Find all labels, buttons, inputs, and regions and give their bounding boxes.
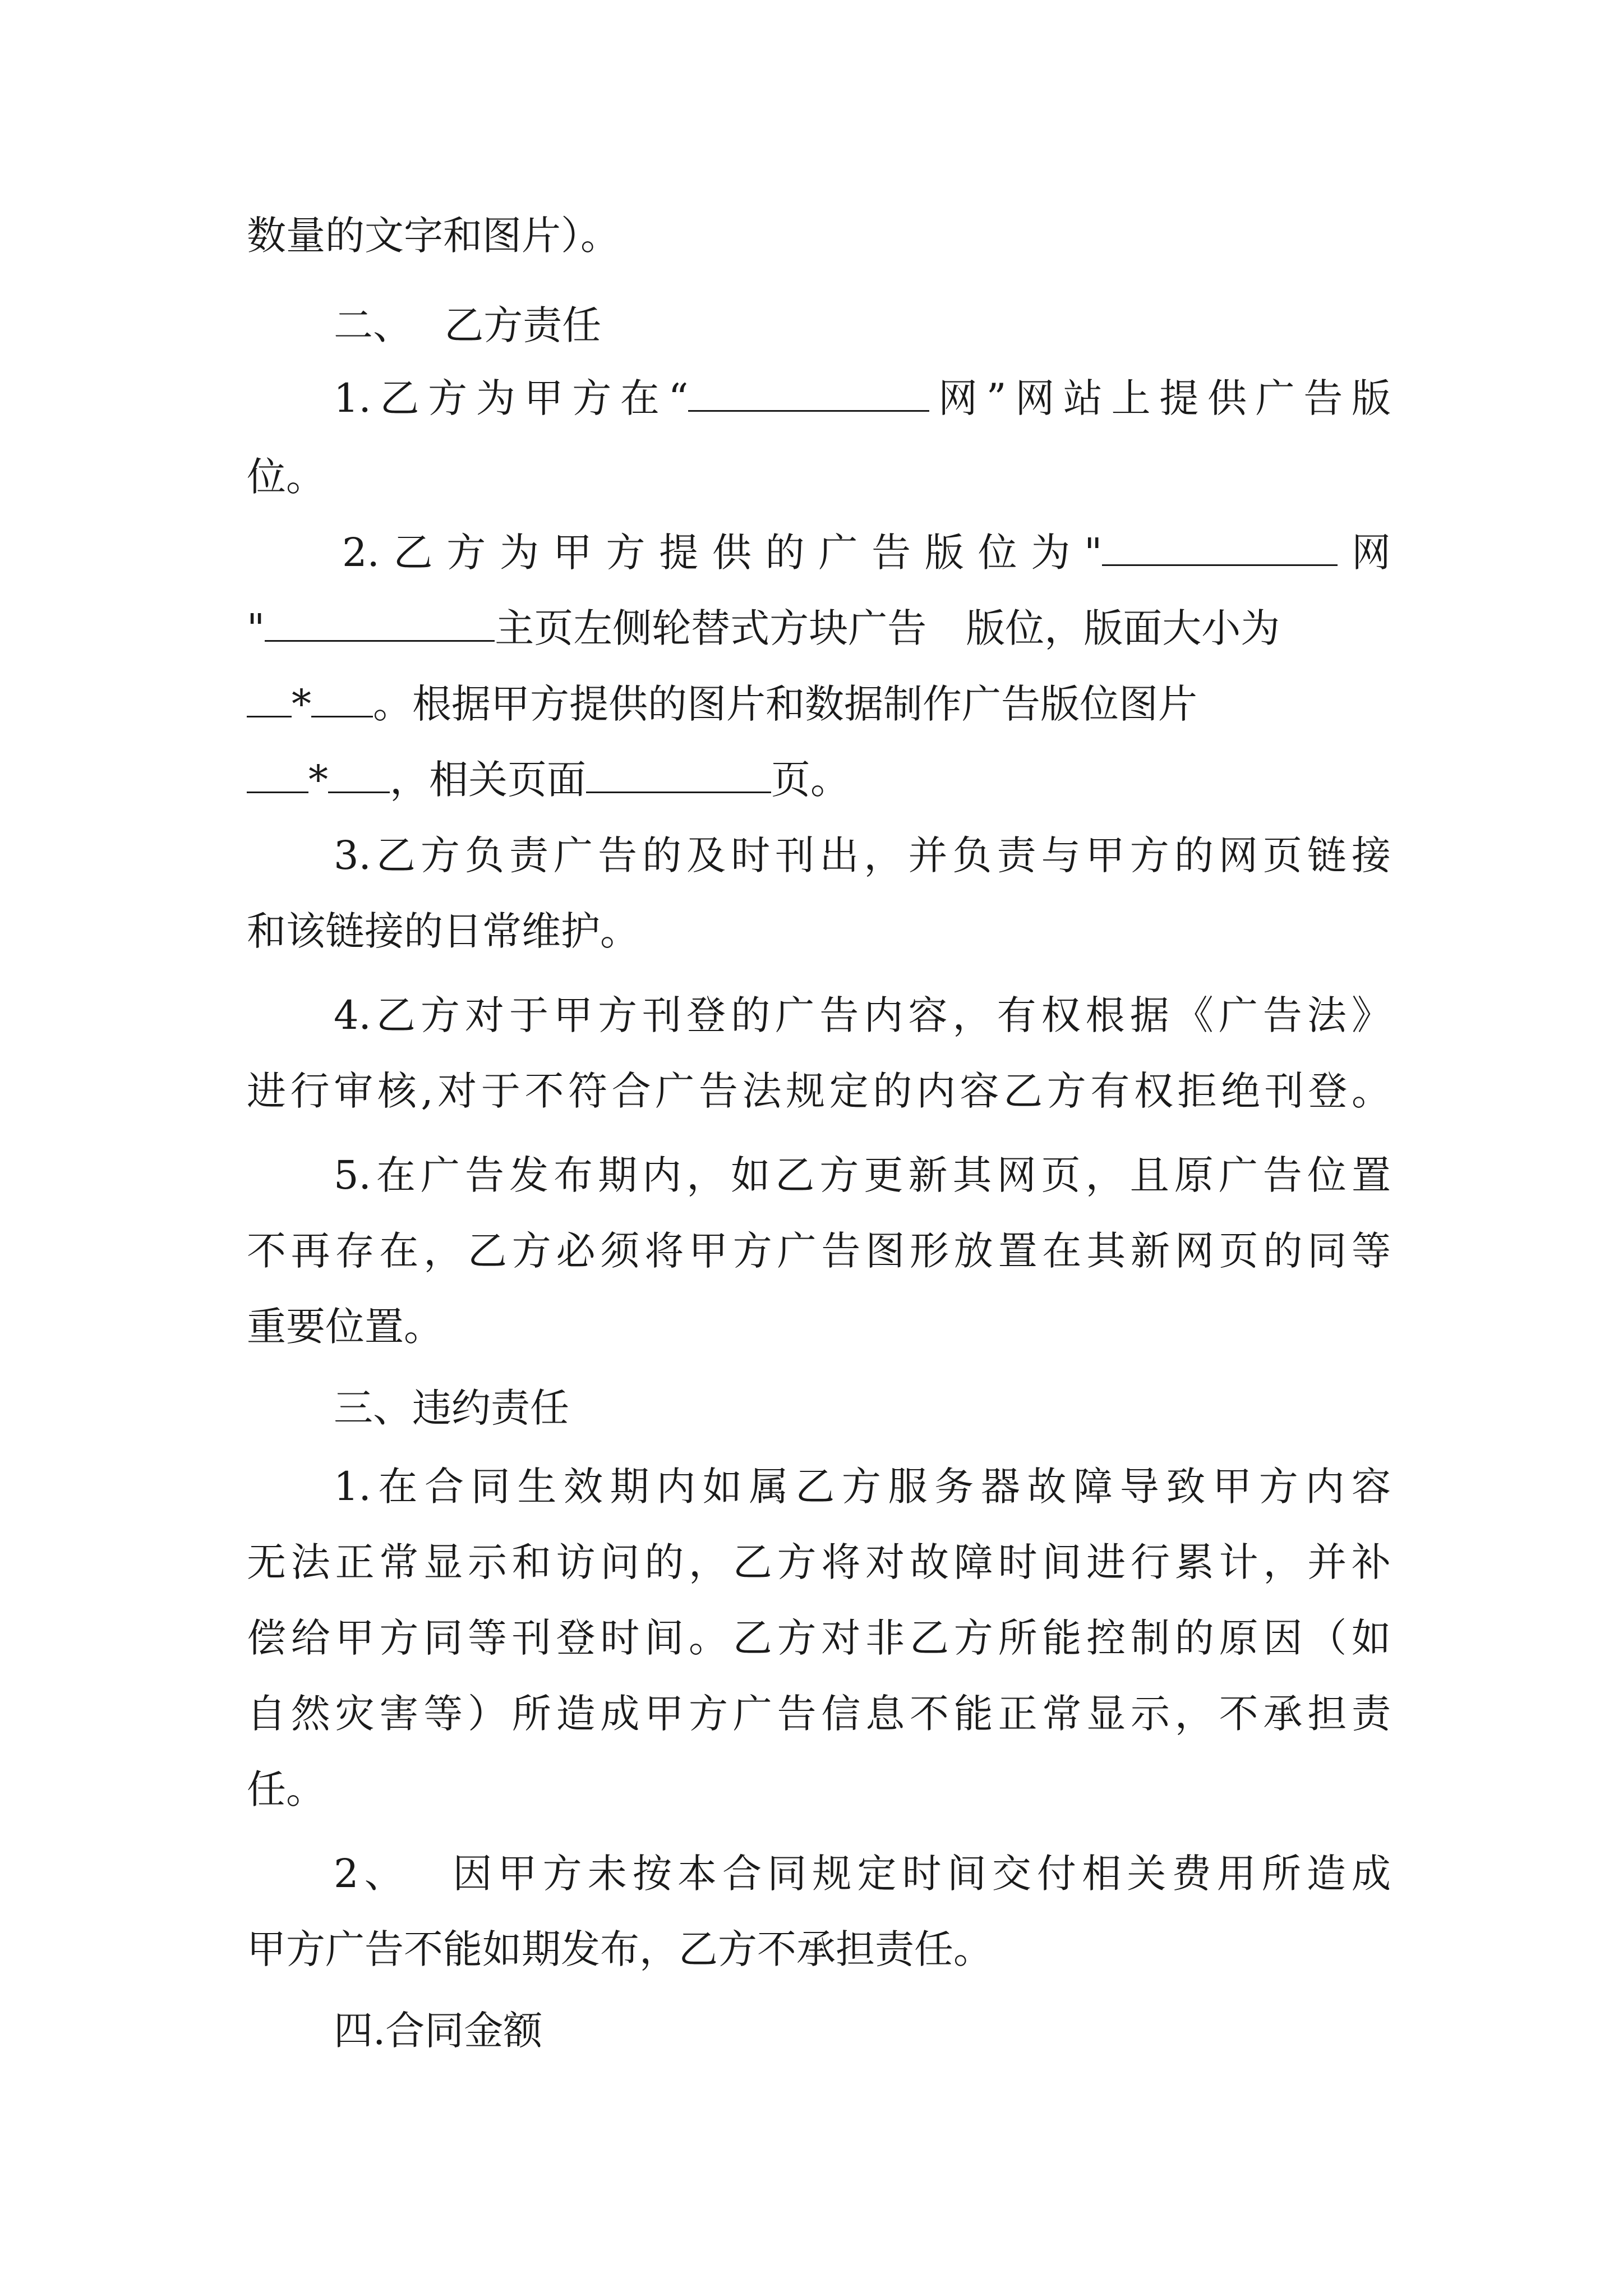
paragraph-line — [342, 524, 1391, 581]
text: 网”网站上提供广告版 — [929, 375, 1391, 421]
fill-blank — [688, 375, 929, 412]
text: 甲方广告不能如期发布，乙方不承担责任。 — [247, 1926, 993, 1972]
fill-blank — [328, 757, 390, 793]
paragraph-line — [247, 208, 1391, 264]
fill-blank — [1102, 530, 1338, 566]
heading-text: 三、违约责任 — [334, 1385, 569, 1431]
heading-text: 二、 乙方责任 — [334, 302, 602, 348]
text: 页。 — [771, 757, 850, 803]
text: 2、 因甲方未按本合同规定时间交付相关费用所造成 — [334, 1851, 1391, 1897]
text: 5.在广告发布期内，如乙方更新其网页，且原广告位置 — [334, 1152, 1391, 1198]
paragraph-line — [334, 1458, 1391, 1515]
paragraph-line — [247, 676, 1391, 732]
text: ，相关页面 — [390, 757, 586, 803]
section-heading — [334, 2003, 1391, 2059]
paragraph-line — [334, 827, 1391, 884]
paragraph-line — [247, 903, 1391, 959]
heading-text: 四.合同金额 — [334, 2008, 543, 2054]
text: 网 — [1338, 530, 1391, 576]
star-mark: * — [308, 757, 328, 803]
paragraph-line — [247, 1534, 1391, 1590]
text: 偿给甲方同等刊登时间。乙方对非乙方所能控制的原因（如 — [247, 1615, 1391, 1661]
paragraph-line — [334, 1846, 1391, 1902]
paragraph-line — [334, 370, 1391, 426]
text: " — [247, 605, 265, 651]
text: 任。 — [247, 1766, 325, 1812]
text: 1.在合同生效期内如属乙方服务器故障导致甲方内容 — [334, 1464, 1391, 1510]
paragraph-line — [247, 1921, 1391, 1977]
section-heading — [334, 297, 1391, 353]
paragraph-line — [334, 1147, 1391, 1203]
text: 主页左侧轮替式方块广告 版位，版面大小为 — [495, 605, 1280, 651]
fill-blank — [265, 605, 495, 642]
text: 进行审核,对于不符合广告法规定的内容乙方有权拒绝刊登。 — [247, 1068, 1391, 1114]
section-heading — [334, 1380, 1391, 1436]
paragraph-line — [247, 752, 1391, 808]
paragraph-line — [247, 449, 1391, 505]
text: 2.乙方为甲方提供的广告版位为" — [342, 530, 1103, 576]
paragraph-line — [247, 600, 1391, 656]
paragraph-line — [247, 1299, 1391, 1355]
text: 不再存在，乙方必须将甲方广告图形放置在其新网页的同等 — [247, 1228, 1391, 1274]
text: 重要位置。 — [247, 1304, 443, 1350]
paragraph-line — [334, 987, 1391, 1043]
paragraph-line — [247, 1610, 1391, 1666]
text: 自然灾害等）所造成甲方广告信息不能正常显示，不承担责 — [247, 1691, 1391, 1737]
star-mark: * — [292, 681, 311, 727]
text: 和该链接的日常维护。 — [247, 908, 639, 954]
text: 数量的文字和图片）。 — [247, 213, 620, 259]
paragraph-line — [247, 1223, 1391, 1279]
text: 3.乙方负责广告的及时刊出，并负责与甲方的网页链接 — [334, 832, 1391, 878]
paragraph-line — [247, 1063, 1391, 1119]
text: 4.乙方对于甲方刊登的广告内容，有权根据《广告法》 — [334, 992, 1391, 1038]
fill-blank — [311, 681, 373, 717]
text: 无法正常显示和访问的，乙方将对故障时间进行累计，并补 — [247, 1539, 1391, 1585]
text: 位。 — [247, 454, 325, 500]
paragraph-line — [247, 1761, 1391, 1818]
fill-blank — [586, 757, 771, 793]
paragraph-line — [247, 1686, 1391, 1742]
text: 1.乙方为甲方在“ — [334, 375, 689, 421]
text: 。根据甲方提供的图片和数据制作广告版位图片 — [373, 681, 1197, 727]
